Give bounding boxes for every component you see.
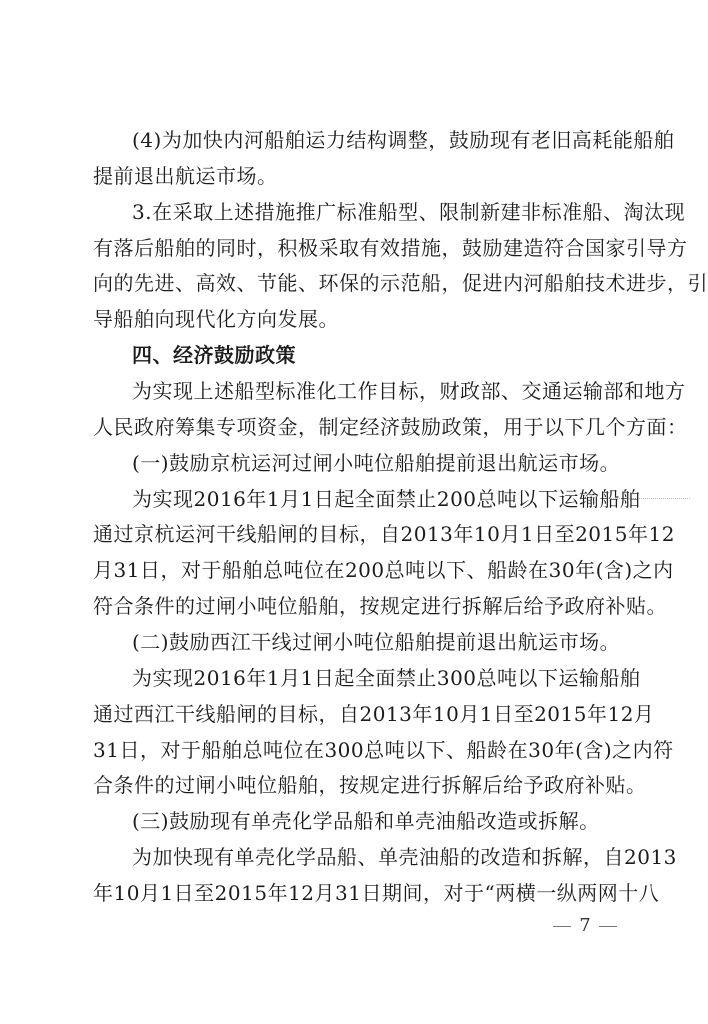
page-number [540,915,630,936]
subsection-heading: (三)鼓励现有单壳化学品船和单壳油船改造或拆解。 [132,809,600,833]
paragraph-line: 月31日，对于船舶总吨位在200总吨以下、船龄在30年(含)之内 [93,558,674,582]
paragraph-line: (4)为加快内河船舶运力结构调整，鼓励现有老旧高耗能船舶 [132,128,675,152]
paragraph-line: 通过京杭运河干线船闸的目标，自2013年10月1日至2015年12 [93,522,675,546]
paragraph-line: 导船舶向现代化方向发展。 [93,307,339,331]
paragraph-line: 31日，对于船舶总吨位在300总吨以下、船龄在30年(含)之内符 [93,738,674,762]
paragraph-line: 为加快现有单壳化学品船、单壳油船的改造和拆解，自2013 [132,845,677,869]
paragraph-line: 向的先进、高效、节能、环保的示范船，促进内河船舶技术进步，引 [93,271,708,295]
section-heading: 四、经济鼓励政策 [132,343,296,367]
paragraph-line: 年10月1日至2015年12月31日期间，对于“两横一纵两网十八 [93,881,660,905]
paragraph-line: 有落后船舶的同时，积极采取有效措施，鼓励建造符合国家引导方 [93,236,688,260]
subsection-heading: (一)鼓励京杭运河过闸小吨位船舶提前退出航运市场。 [132,451,621,475]
paragraph-line: 通过西江干线船闸的目标，自2013年10月1日至2015年12月 [93,702,655,726]
subsection-heading: (二)鼓励西江干线过闸小吨位船舶提前退出航运市场。 [132,630,621,654]
paragraph-line: 为实现2016年1月1日起全面禁止300总吨以下运输船舶 [132,666,641,690]
dash-right [599,926,617,927]
paragraph-line: 人民政府筹集专项资金，制定经济鼓励政策，用于以下几个方面： [93,415,688,439]
paragraph-line: 为实现2016年1月1日起全面禁止200总吨以下运输船舶 [132,487,641,511]
paragraph-line: 合条件的过闸小吨位船舶，按规定进行拆解后给予政府补贴。 [93,773,647,797]
paragraph-line: 3.在采取上述措施推广标准船型、限制新建非标准船、淘汰现 [132,200,686,224]
paragraph-line: 为实现上述船型标准化工作目标，财政部、交通运输部和地方 [132,379,686,403]
dash-left [553,926,571,927]
page-number-value: 7 [579,915,591,936]
paragraph-line: 符合条件的过闸小吨位船舶，按规定进行拆解后给予政府补贴。 [93,594,667,618]
paragraph-line: 提前退出航运市场。 [93,164,278,188]
